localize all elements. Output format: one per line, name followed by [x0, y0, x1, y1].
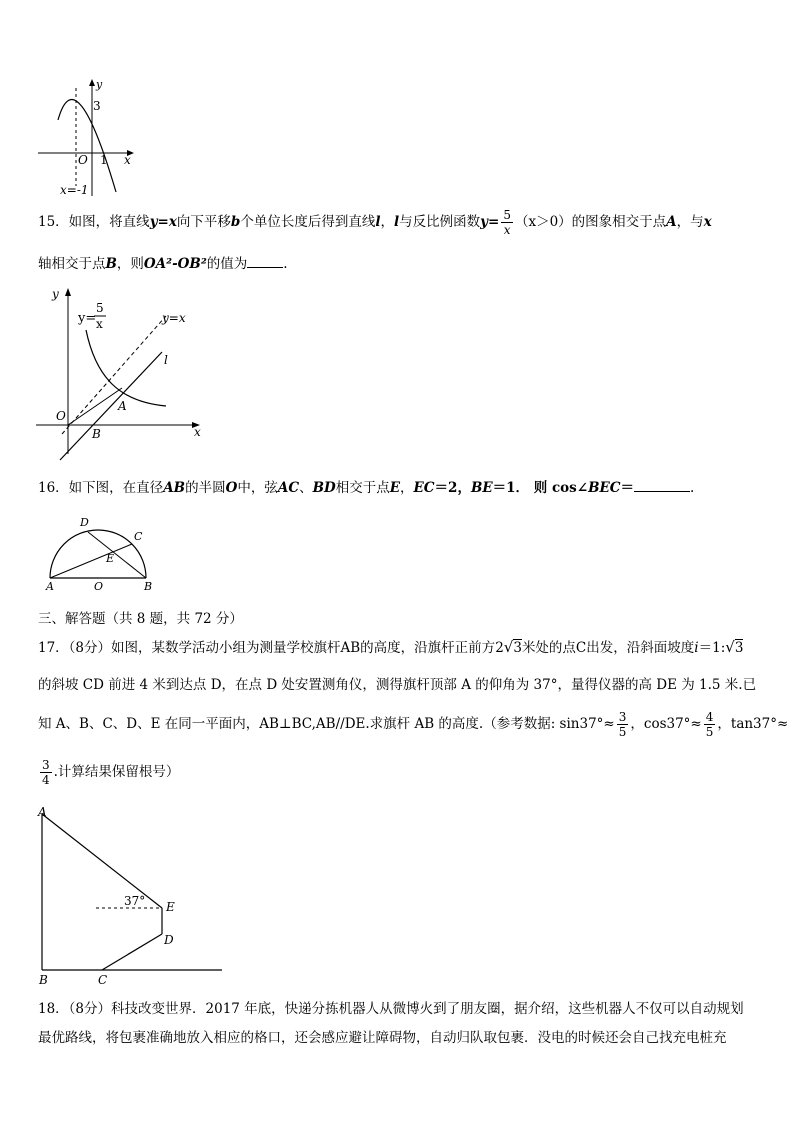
q16-line: 16．如下图，在直径AB的半圆O中，弦AC、BD相交于点E，EC＝2，BE＝1． 则 cos∠BEC＝ .: [38, 480, 695, 496]
label-3: 3: [93, 99, 101, 113]
y-arrow: [65, 288, 71, 296]
point-b-label: B: [92, 427, 101, 441]
point-a-label: A: [118, 399, 127, 413]
point-e-label: E: [106, 552, 115, 565]
figure-parabola: [30, 76, 140, 200]
q17-line3: 知 A、B、C、D、E 在同一平面内，AB⊥BC,AB//DE.求旗杆 AB 的高度.（参考数据: sin37°≈ $\frac{3}{5}$ ，cos37°≈ $\frac{4}{5}$ ，tan37°≈: [38, 710, 789, 739]
q15-line1: 15．如图，将直线y=x向下平移b个单位长度后得到直线l，l与反比例函数y= $\frac{5}{x}$ （x＞0）的图象相交于点A，与x: [38, 208, 712, 237]
point-a-label: A: [46, 580, 54, 593]
hyperbola-num: 5: [96, 301, 104, 315]
point-b-label: B: [144, 580, 153, 593]
symmetry-label: x=-1: [60, 183, 89, 197]
line-l: [60, 352, 162, 460]
chord-AC: [50, 544, 132, 578]
point-c-label: C: [98, 973, 108, 987]
fraction-3-5: $\frac{3}{5}$: [618, 710, 627, 739]
answer-blank-16[interactable]: [634, 491, 690, 492]
line-yx-label: y=x: [162, 311, 186, 325]
origin-label: O: [78, 153, 88, 167]
slope-CD: [102, 934, 162, 970]
origin-label: O: [56, 409, 66, 423]
point-e-label: E: [166, 900, 175, 914]
x-label: x: [194, 425, 201, 439]
point-d-label: D: [164, 933, 174, 947]
x-label: x: [124, 153, 131, 167]
q15-line2: 轴相交于点B，则OA²-OB²的值为 .: [38, 256, 288, 272]
fraction-4-5: $\frac{4}{5}$: [705, 710, 714, 739]
point-d-label: D: [80, 516, 89, 529]
figure-hyperbola-lines: [30, 284, 210, 464]
point-b-label: B: [39, 973, 48, 987]
answer-blank-15[interactable]: [247, 267, 283, 268]
figure-flagpole: [30, 800, 230, 990]
y-label: y: [96, 78, 103, 91]
hyperbola-den: x: [96, 317, 103, 331]
hyperbola-label: y=: [78, 311, 97, 326]
q18-line1: 18．（8分）科技改变世界．2017 年底，快递分拣机器人从微博火到了朋友圈，据介绍，这些机器人不仅可以自动规划: [38, 1001, 744, 1017]
sqrt-symbol-2: √: [725, 638, 735, 656]
label-1: 1: [100, 153, 108, 167]
hyperbola-curve: [86, 330, 166, 406]
line-y-equals-x: [62, 316, 166, 434]
figure-semicircle: [40, 512, 170, 594]
sqrt-symbol: √: [503, 638, 514, 656]
fraction-5-over-x: $\frac{5}{x}$: [503, 208, 511, 237]
segment-OA: [68, 388, 122, 425]
point-o-label: O: [94, 580, 104, 593]
section-heading: 三、解答题（共 8 题，共 72 分）: [38, 611, 243, 627]
semicircle-arc: [50, 530, 146, 578]
q17-line1: 17．（8分）如图，某数学活动小组为测量学校旗杆AB的高度，沿旗杆正前方2√3米处的点C出发，沿斜面坡度i＝1:√3: [38, 638, 744, 656]
line-l-label: l: [164, 353, 168, 367]
q17-line4: $\frac{3}{4}$ .计算结果保留根号）: [42, 758, 180, 787]
parabola-curve: [58, 100, 116, 192]
q17-line2: 的斜坡 CD 前进 4 米到达点 D，在点 D 处安置测角仪，测得旗杆顶部 A 的仰角为 37°，量得仪器的高 DE 为 1.5 米.已: [38, 677, 757, 693]
angle-label: 37°: [124, 894, 146, 908]
point-a-label: A: [38, 805, 47, 819]
fraction-3-4: $\frac{3}{4}$: [42, 758, 50, 787]
q18-line2: 最优路线，将包裹准确地放入相应的格口，还会感应避让障碍物，自动归队取包裹．没电的时候还会自己找充电桩充: [38, 1030, 727, 1046]
y-label: y: [52, 287, 59, 301]
y-arrow: [89, 79, 95, 86]
point-c-label: C: [134, 530, 143, 543]
